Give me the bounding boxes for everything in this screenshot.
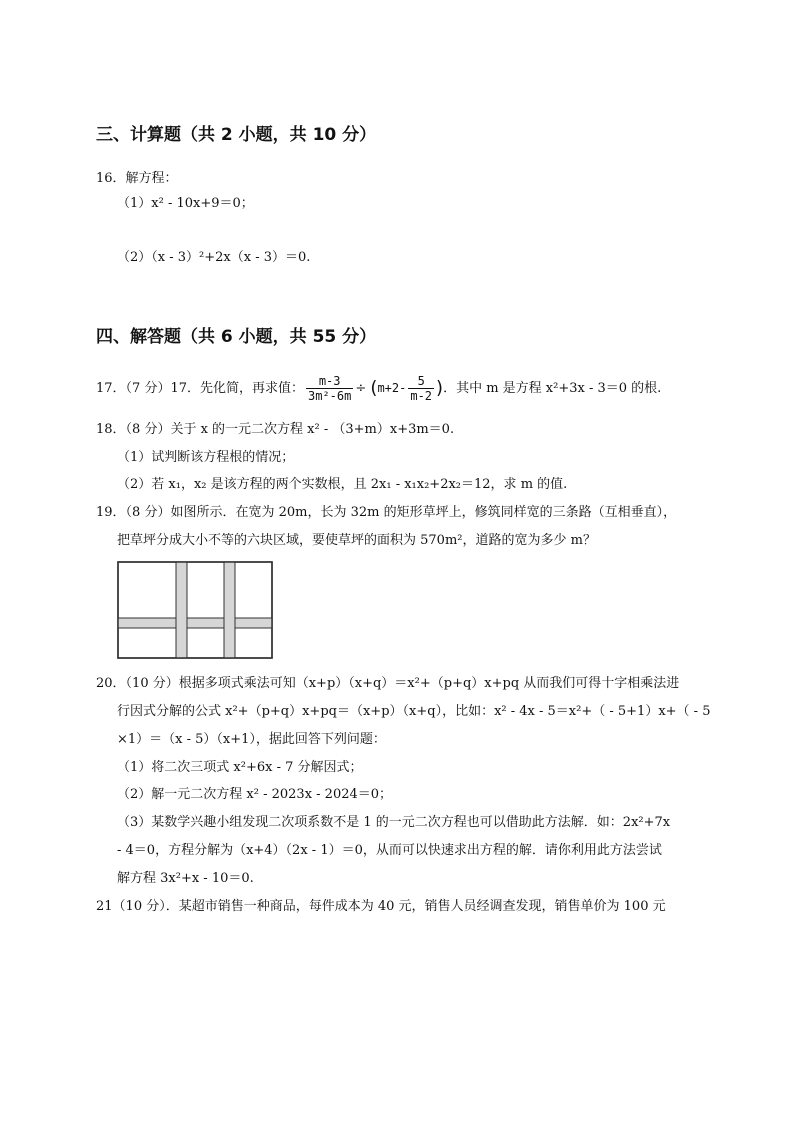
lawn-road-figure [117,561,273,659]
q16-part2-text: （x - 3）²+2x（x - 3）＝0. [151,250,311,265]
q17-paren-open: ( [370,377,378,399]
q17-divide-sign: ÷ [355,381,367,396]
q17-prefix: 17．（7 分）17．先化简，再求值： [96,381,304,396]
q20-line3: ×1）＝（x - 5）（x+1），据此回答下列问题： [117,732,386,747]
q16-part1-text: x² - 10x+9＝0； [151,196,254,211]
q16-part1-label: （1） [117,196,152,211]
q17-frac1-denominator: 3m²-6m [308,389,352,403]
q19-line2: 把草坪分成大小不等的六块区域，要使草坪的面积为 570m²，道路的宽为多少 m？ [117,533,596,548]
q16-part2 [117,249,310,267]
q20-part3-line1: （3）某数学兴趣小组发现二次项系数不是 1 的一元二次方程也可以借助此方法解．如：2x²+7x [117,815,671,830]
q20-part3-line3: 解方程 3x²+x - 10＝0. [117,871,254,886]
q20-line1: 20．（10 分）根据多项式乘法可知（x+p）（x+q）＝x²+（p+q）x+pq 从而我们可得十字相乘法进 [96,676,680,691]
q20-line2: 行因式分解的公式 x²+（p+q）x+pq＝（x+p）（x+q），比如：x² - 4x - 5＝x²+（ - 5+1）x+（ - 5 [117,704,711,719]
q20-part1: （1）将二次三项式 x²+6x - 7 分解因式； [117,760,363,775]
section-4-heading: 四、解答题（共 6 小题，共 55 分） [96,327,377,347]
q17-mid-expr: m+2- [377,381,407,395]
q17-fraction-1 [306,374,353,403]
q17-paren-close: ) [436,377,444,399]
q17-frac2-denominator: m-2 [410,389,433,403]
q18-stem: 18．（8 分）关于 x 的一元二次方程 x² - （3+m）x+3m＝0. [96,422,455,437]
q17 [96,370,661,407]
q16-stem: 16．解方程： [96,171,178,186]
vertical-road-left [176,562,187,658]
q16-part2-label: （2） [117,250,152,265]
horizontal-road [118,618,272,628]
q17-suffix: ．其中 m 是方程 x²+3x - 3＝0 的根. [443,381,662,396]
q17-fraction-2 [408,374,434,403]
section-3-heading: 三、计算题（共 2 小题，共 10 分） [96,125,377,145]
q21-line1: 21（10 分）．某超市销售一种商品，每件成本为 40 元，销售人员经调查发现，销售单价为 100 元 [96,899,666,914]
vertical-road-right [224,562,235,658]
q17-frac2-numerator: 5 [408,374,434,389]
q19-line1: 19．（8 分）如图所示．在宽为 20m，长为 32m 的矩形草坪上，修筑同样宽的三条路（互相垂直）， [96,505,677,520]
q20-part3-line2: - 4＝0，方程分解为（x+4）（2x - 1）＝0，从而可以快速求出方程的解．请你利用此方法尝试 [117,843,662,858]
q18-part1: （1）试判断该方程根的情况； [117,450,295,465]
q17-frac1-numerator: m-3 [306,374,353,389]
q20-part2: （2）解一元二次方程 x² - 2023x - 2024＝0； [117,787,393,802]
q16-part1 [117,195,254,213]
lawn-outer-rect [118,562,272,658]
q18-part2: （2）若 x₁，x₂ 是该方程的两个实数根，且 2x₁ - x₁x₂+2x₂＝12，求 m 的值. [117,477,568,492]
